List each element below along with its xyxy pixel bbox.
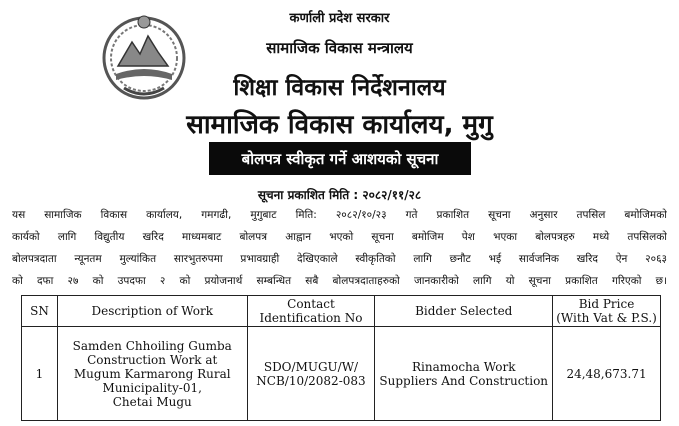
contact-line: SDO/MUGU/W/ xyxy=(263,359,359,374)
paragraph-line: कार्यको लागि विद्युतीय खरिद माध्यमबाट बोलपत्र आह्वान भएको सूचना बमोजिम पेश भएका बोलपत्रहरु मध्ये तपसिलको xyxy=(12,231,667,243)
header-price-line: Bid Price xyxy=(578,297,635,311)
cell-sn: 1 xyxy=(22,327,58,421)
description-line: Chetai Mugu xyxy=(112,394,192,409)
cell-contact xyxy=(247,327,375,421)
cell-price: 24,48,673.71 xyxy=(553,327,661,421)
table-row xyxy=(22,327,661,421)
header-price xyxy=(553,296,661,327)
header-ministry: सामाजिक विकास मन्त्रालय xyxy=(266,39,413,57)
header-sn: SN xyxy=(22,296,58,327)
description-line: Mugum Karmarong Rural xyxy=(73,366,231,381)
description-line: Construction Work at xyxy=(87,352,218,367)
header-price-line: (With Vat & P.S.) xyxy=(556,311,657,325)
award-table xyxy=(21,295,661,421)
cell-bidder xyxy=(375,327,553,421)
paragraph-line: को दफा २७ को उपदफा २ को प्रयोजनार्थ सम्बन्धित सबै बोलपत्रदाताहरुको जानकारीको लागि यो सूचना प्रकाशित गरिएको छ। xyxy=(12,275,667,287)
header-contact xyxy=(247,296,375,327)
header-contact-line: Identification No xyxy=(259,311,363,325)
bidder-line: Suppliers And Construction xyxy=(379,373,549,388)
notice-paragraph xyxy=(12,204,667,292)
bidder-line: Rinamocha Work xyxy=(411,359,516,374)
header-office: सामाजिक विकास कार्यालय, मुगु xyxy=(186,110,493,140)
description-line: Samden Chhoiling Gumba xyxy=(72,338,232,353)
published-date: सूचना प्रकाशित मिति : २०८२/११/२८ xyxy=(257,188,422,202)
notice-banner: बोलपत्र स्वीकृत गर्ने आशयको सूचना xyxy=(209,142,471,175)
header-contact-line: Contact xyxy=(287,297,335,311)
paragraph-line: बोलपत्रदाता न्यूनतम मुल्यांकित सारभुतरुपमा प्रभावग्राही देखिएकाले स्वीकृतिको लागि छनौट भई सार्वजनिक खरिद ऐन २०६३ xyxy=(12,253,667,265)
contact-line: NCB/10/2082-083 xyxy=(256,373,366,388)
paragraph-line: यस सामाजिक विकास कार्यालय, गमगढी, मुगुबाट मिति: २०८२/१०/२३ गते प्रकाशित सूचना अनुसार तपसिल बमोजिमको xyxy=(12,209,667,221)
header-province: कर्णाली प्रदेश सरकार xyxy=(289,11,390,26)
header-description: Description of Work xyxy=(57,296,247,327)
table-header-row xyxy=(22,296,661,327)
header-bidder: Bidder Selected xyxy=(375,296,553,327)
cell-description xyxy=(57,327,247,421)
header-directorate: शिक्षा विकास निर्देशनालय xyxy=(233,75,446,101)
description-line: Municipality-01, xyxy=(102,380,202,395)
